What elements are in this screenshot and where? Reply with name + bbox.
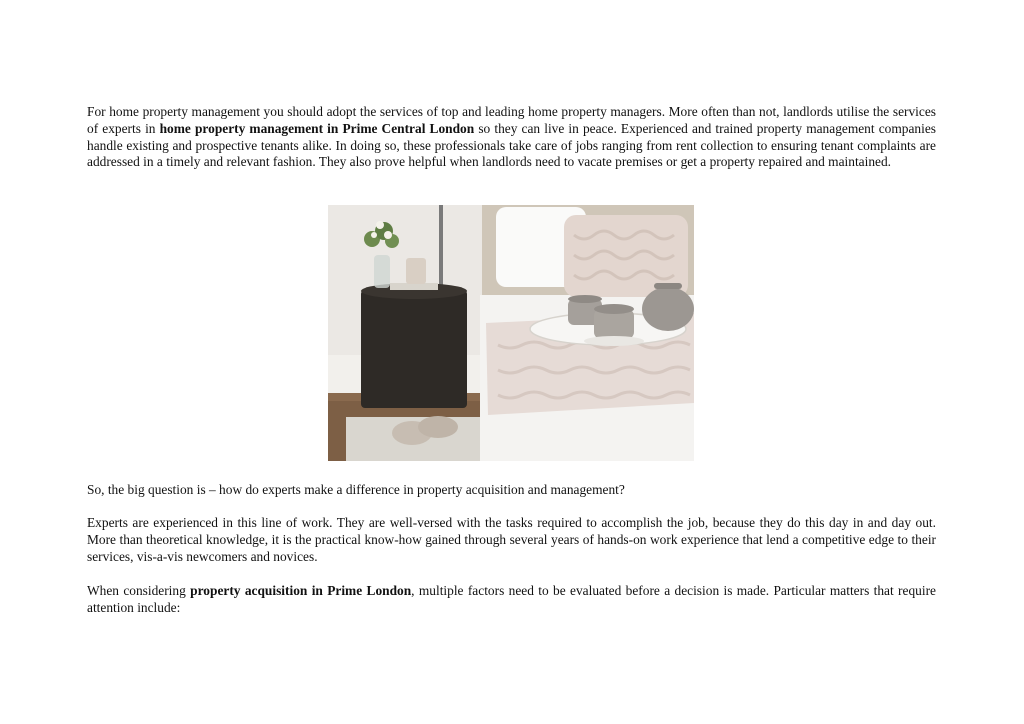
intro-paragraph bbox=[87, 104, 936, 171]
acquisition-paragraph bbox=[87, 583, 936, 617]
acquisition-bold-phrase: property acquisition in Prime London bbox=[190, 583, 412, 598]
bedroom-photo bbox=[328, 205, 694, 461]
acquisition-text-start: When considering bbox=[87, 583, 191, 598]
question-paragraph: So, the big question is – how do experts make a difference in property acquisition and management? bbox=[87, 482, 625, 497]
experts-paragraph: Experts are experienced in this line of work. They are well-versed with the tasks required to accomplish the job, because they do this day in and day out. More than theoretical knowledge, it is the practical know-how gained through several years of hands-on work experience that lend a competitive edge to their services, vis-a-vis newcomers and novices. bbox=[87, 515, 936, 564]
intro-bold-phrase: home property management in Prime Central London bbox=[159, 120, 475, 136]
intro-text-end: so they can live in peace. Experienced and trained property management companies handle existing and prospective tenants alike. In doing so, these professionals take care of jobs ranging from rent collection to ensuring tenant complaints are addressed in a timely and relevant fashion. They also prove helpful when landlords need to vacate premises or get a property repaired and maintained. bbox=[87, 120, 936, 170]
acquisition-text-end: , multiple factors need to be evaluated before a decision is made. Particular matters that require attention include: bbox=[87, 583, 936, 615]
intro-text-start: For home property management you should adopt the services of top and leading home property managers. More often than not, landlords utilise the services of experts in bbox=[87, 104, 936, 136]
